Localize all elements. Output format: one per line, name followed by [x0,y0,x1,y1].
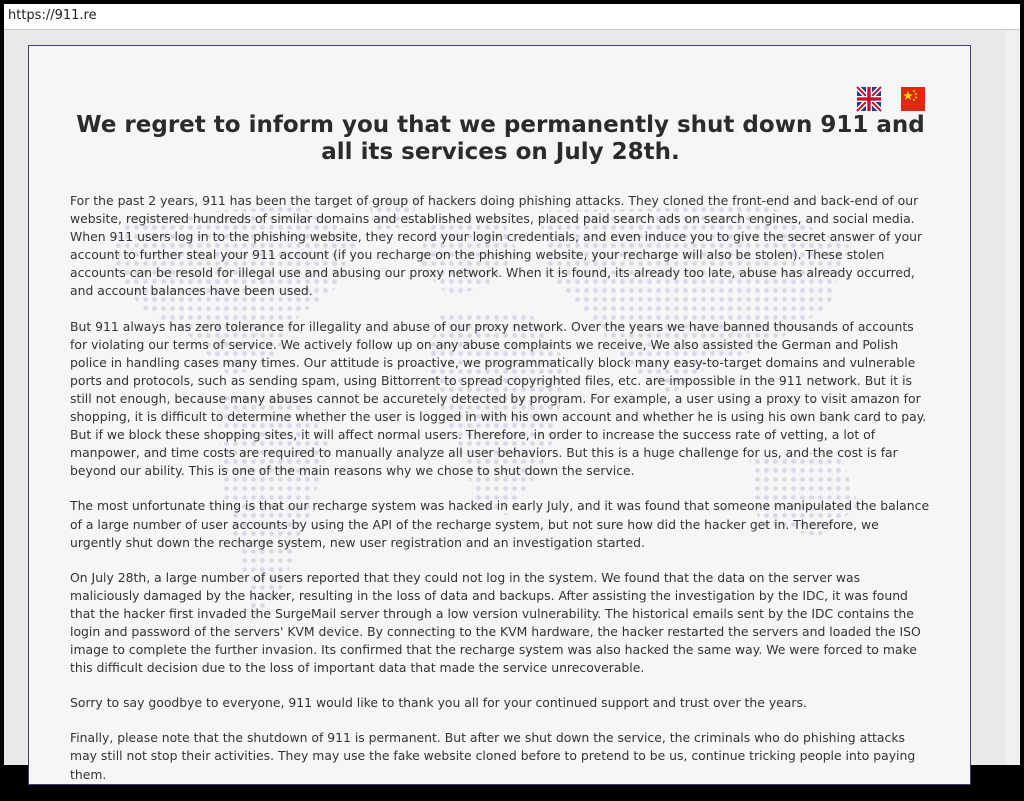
notice-body [70,192,932,801]
paragraph-data-loss: On July 28th, a large number of users reported that they could not log in the system. We found that the data on the server was maliciously damaged by the hacker, resulting in the loss of data and backups. After assisting the investigation by the IDC, it was found that the hacker first invaded the SurgeMail server through a low version vulnerability. The historical emails sent by the IDC contains the login and password of the servers' KVM device. By connecting to the KVM hardware, the hacker restarted the servers and loaded the ISO image to complete the further invasion. Its confirmed that the recharge system was also hacked the same way. We were forced to make this difficult decision due to the loss of important data that made the service unrecoverable. [70,569,921,676]
paragraph-warning: Finally, please note that the shutdown of 911 is permanent. But after we shut down the service, the criminals who do phishing attacks may still not stop their activities. They may use the fake website cloned before to pretend to be us, continue tricking people into paying them. [70,730,916,782]
notice-card [28,45,971,785]
paragraph-goodbye: Sorry to say goodbye to everyone, 911 would like to thank you all for your continued support and trust over the years. [70,695,807,711]
uk-flag-icon[interactable] [857,87,881,111]
url-text[interactable]: https://911.re [8,8,97,23]
address-bar[interactable] [4,4,1020,30]
paragraph-zero-tolerance: But 911 always has zero tolerance for illegality and abuse of our proxy network. Over the years we have banned thousands of accounts for violating our terms of service. We actively follow up on any abuse complaints we receive, We also assisted the German and Polish police in handling cases many times. Our attitude is proactive, we programmatically block many easy-to-target domains and vulnerable ports and protocols, such as sending spam, using Bittorrent to spread copyrighted files, etc. are impossible in the 911 network. But it is still not enough, because many abuses cannot be accuretely detected by program. For example, a user using a proxy to visit amazon for shopping, it is difficult to determine whether the user is logged in with his own account and whether he is using his own bank card to pay. But if we block these shopping sites, it will affect normal users. Therefore, in order to increase the success rate of vetting, a lot of manpower, and time costs are required to manually analyze all user behaviors. But this is a huge challenge for us, and the cost is far beyond our ability. This is one of the main reasons why we chose to shut down the service. [70,318,927,479]
page-scrollbar[interactable] [1006,31,1020,765]
paragraph-recharge-hack: The most unfortunate thing is that our recharge system was hacked in early July, and it was found that someone manipulated the balance of a large number of user accounts by using the API of the recharge system, but not sure how did the hacker get in. Therefore, we urgently shut down the recharge system, new user registration and an investigation started. [70,498,930,550]
page-viewport [4,31,1020,782]
browser-window [4,4,1020,782]
paragraph-phishing: For the past 2 years, 911 has been the target of group of hackers doing phishing attacks. They cloned the front-end and back-end of our website, registered hundreds of similar domains and established websites, placed paid search ads on search engines, and social media. When 911 users log in to the phishing website, they record your login credentials, and even induce you to give the secret answer of your account to further steal your 911 account (if you recharge on the phishing website, your recharge will also be stolen). These stolen accounts can be resold for illegal use and abusing our proxy network. When it is found, its already too late, abuse has already occurred, and account balances have been used. [70,193,923,299]
language-switcher [857,87,925,111]
china-flag-icon[interactable] [901,87,925,111]
page-title: We regret to inform you that we permanently shut down 911 and all its services on July 28th. [76,112,925,165]
